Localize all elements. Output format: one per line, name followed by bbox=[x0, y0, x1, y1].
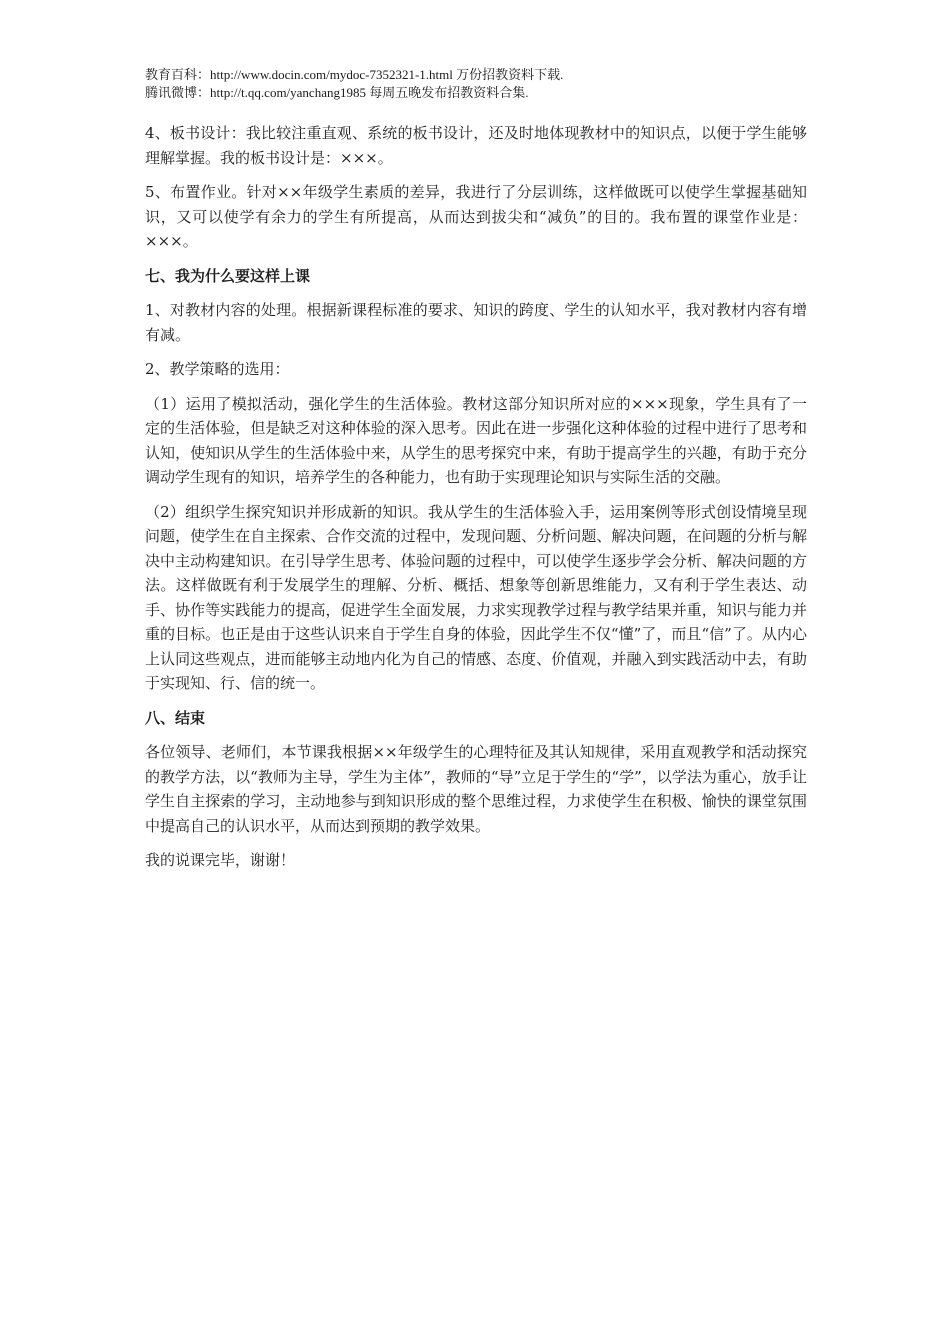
paragraph-conclusion: 各位领导、老师们，本节课我根据××年级学生的心理特征及其认知规律，采用直观教学和活动探究的教学方法，以“教师为主导，学生为主体”，教师的“导”立足于学生的“学”，以学法为重心，放手让学生自主探索的学习，主动地参与到知识形成的整个思维过程，力求使学生在积极、愉快的课堂氛围中提高自己的认识水平，从而达到预期的教学效果。 bbox=[145, 743, 807, 835]
paragraph-strategy-1: （1）运用了模拟活动，强化学生的生活体验。教材这部分知识所对应的×××现象，学生具有了一定的生活体验，但是缺乏对这种体验的深入思考。因此在进一步强化这种体验的过程中进行了思考和认知，使知识从学生的生活体验中来，从学生的思考探究中来，有助于提高学生的兴趣，有助于充分调动学生现有的知识，培养学生的各种能力，也有助于实现理论知识与实际生活的交融。 bbox=[145, 394, 807, 486]
section-heading-why-teach: 七、我为什么要这样上课 bbox=[145, 266, 311, 285]
paragraph-thanks: 我的说课完毕，谢谢！ bbox=[145, 851, 296, 869]
paragraph-strategy-2: （2）组织学生探究知识并形成新的知识。我从学生的生活体验入手，运用案例等形式创设情境呈现问题，使学生在自主探索、合作交流的过程中，发现问题、分析问题、解决问题，在问题的分析与解决中主动构建知识。在引导学生思考、体验问题的过程中，可以使学生逐步学会分析、解决问题的方法。这样做既有利于发展学生的理解、分析、概括、想象等创新思维能力，又有利于学生表达、动手、协作等实践能力的提高，促进学生全面发展，力求实现教学过程与教学结果并重，知识与能力并重的目标。也正是由于这些认识来自于学生自身的体验，因此学生不仅“懂”了，而且“信”了。从内心上认同这些观点，进而能够主动地内化为自己的情感、态度、价值观，并融入到实践活动中去，有助于实现知、行、信的统一。 bbox=[145, 502, 807, 692]
document-page bbox=[145, 66, 807, 883]
header-line-weibo: 腾讯微博：http://t.qq.com/yanchang1985 每周五晚发布招教资料合集. bbox=[145, 85, 529, 100]
header-line-docin: 教育百科：http://www.docin.com/mydoc-7352321-1.html 万份招教资料下载. bbox=[145, 67, 564, 82]
paragraph-strategy-title: 2、教学策略的选用： bbox=[145, 360, 290, 378]
section-heading-conclusion: 八、结束 bbox=[145, 708, 206, 727]
paragraph-homework: 5、布置作业。针对××年级学生素质的差异，我进行了分层训练，这样做既可以使学生掌握基础知识，又可以使学有余力的学生有所提高，从而达到拔尖和“减负”的目的。我布置的课堂作业是：×××。 bbox=[145, 183, 807, 250]
paragraph-content-handling: 1、对教材内容的处理。根据新课程标准的要求、知识的跨度、学生的认知水平，我对教材内容有增有减。 bbox=[145, 301, 807, 344]
page-header bbox=[145, 66, 807, 102]
paragraph-board-design: 4、板书设计：我比较注重直观、系统的板书设计，还及时地体现教材中的知识点，以便于学生能够理解掌握。我的板书设计是：×××。 bbox=[145, 124, 807, 167]
